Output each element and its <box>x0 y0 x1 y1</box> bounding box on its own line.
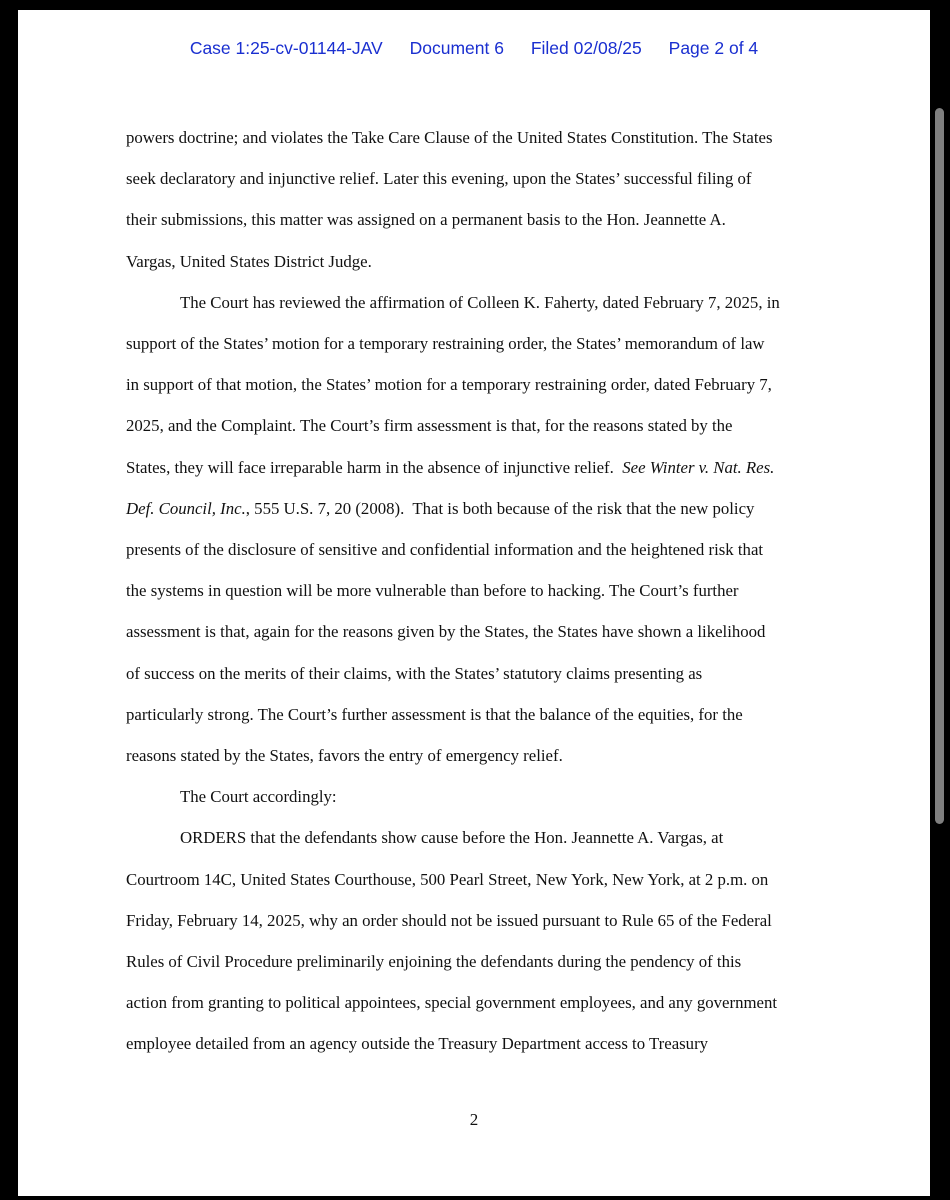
text-segment: , 555 U.S. 7, 20 (2008). That is both because of the risk that the new policy <box>245 498 755 518</box>
paragraph-2 <box>126 282 826 776</box>
text-line: The Court has reviewed the affirmation of Colleen K. Faherty, dated February 7, 2025, in <box>180 292 780 312</box>
case-citation-italic: Def. Council, Inc. <box>126 498 246 518</box>
text-line: support of the States’ motion for a temporary restraining order, the States’ memorandum of law <box>126 334 765 354</box>
document-number: Document 6 <box>409 38 504 58</box>
text-line: 2025, and the Complaint. The Court’s firm assessment is that, for the reasons stated by the <box>126 416 733 436</box>
text-line: action from granting to political appointees, special government employees, and any government <box>126 993 778 1013</box>
text-line: of success on the merits of their claims, with the States’ statutory claims presenting as <box>126 663 703 683</box>
page-number: 2 <box>469 1110 479 1129</box>
text-line: reasons stated by the States, favors the entry of emergency relief. <box>126 746 563 766</box>
text-line: powers doctrine; and violates the Take Care Clause of the United States Constitution. The States <box>126 128 773 147</box>
document-page <box>18 10 930 1196</box>
paragraph-3 <box>126 776 826 817</box>
case-number: Case 1:25-cv-01144-JAV <box>189 38 383 58</box>
vertical-scrollbar[interactable] <box>935 108 944 824</box>
text-line: employee detailed from an agency outside the Treasury Department access to Treasury <box>126 1034 709 1054</box>
text-line: Friday, February 14, 2025, why an order should not be issued pursuant to Rule 65 of the Federal <box>126 910 772 930</box>
text-segment: States, they will face irreparable harm in the absence of injunctive relief. <box>126 457 623 477</box>
text-line <box>126 488 826 529</box>
text-line: in support of that motion, the States’ motion for a temporary restraining order, dated February 7, <box>126 375 772 395</box>
text-line: Rules of Civil Procedure preliminarily enjoining the defendants during the pendency of this <box>126 952 742 972</box>
text-line: particularly strong. The Court’s further assessment is that the balance of the equities, for the <box>126 704 743 724</box>
text-line: assessment is that, again for the reasons given by the States, the States have shown a likelihood <box>126 622 766 642</box>
text-line: seek declaratory and injunctive relief. Later this evening, upon the States’ successful filing of <box>126 169 752 189</box>
text-line: ORDERS that the defendants show cause before the Hon. Jeannette A. Vargas, at <box>180 828 724 848</box>
paragraph-1 <box>126 117 826 282</box>
page-indicator: Page 2 of 4 <box>668 38 759 58</box>
filed-date: Filed 02/08/25 <box>530 38 642 58</box>
ecf-header <box>18 38 930 59</box>
text-line: presents of the disclosure of sensitive and confidential information and the heightened risk that <box>126 540 764 560</box>
case-citation-italic: See Winter v. Nat. Res. <box>622 457 775 477</box>
text-line <box>126 447 826 488</box>
text-line: The Court accordingly: <box>180 787 337 807</box>
text-line: Courtroom 14C, United States Courthouse, 500 Pearl Street, New York, New York, at 2 p.m. on <box>126 869 769 889</box>
document-body <box>126 117 826 1065</box>
text-line: their submissions, this matter was assigned on a permanent basis to the Hon. Jeannette A. <box>126 210 726 230</box>
text-line: Vargas, United States District Judge. <box>126 251 372 271</box>
text-line: the systems in question will be more vulnerable than before to hacking. The Court’s further <box>126 581 739 601</box>
paragraph-4 <box>126 817 826 1064</box>
